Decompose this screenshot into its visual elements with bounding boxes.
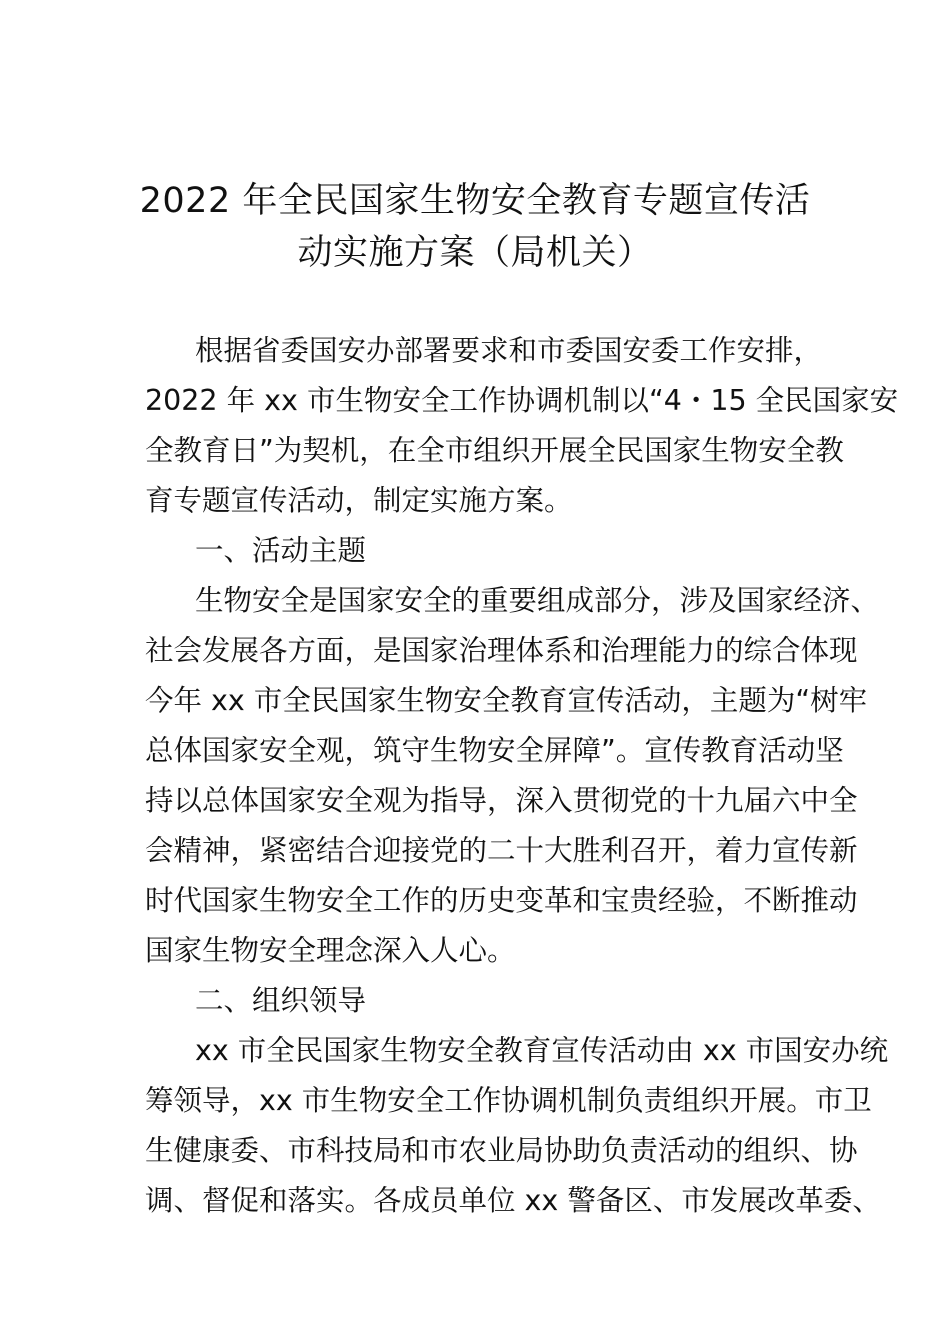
paragraph-line-9: 持以总体国家安全观为指导，深入贯彻党的十九届六中全 <box>145 784 858 817</box>
paragraph-line-13: xx 市全民国家生物安全教育宣传活动由 xx 市国安办统 <box>195 1034 889 1067</box>
paragraph-line-11: 时代国家生物安全工作的历史变革和宝贵经验，不断推动 <box>145 884 858 917</box>
paragraph-line-6: 社会发展各方面，是国家治理体系和治理能力的综合体现 <box>145 634 858 667</box>
paragraph-line-8: 总体国家安全观，筑守生物安全屏障”。宣传教育活动坚 <box>145 734 844 767</box>
document-title-line-2: 动实施方案（局机关） <box>297 233 653 273</box>
paragraph-line-3: 全教育日”为契机，在全市组织开展全民国家生物安全教 <box>145 434 844 467</box>
section-heading-2: 二、组织领导 <box>195 984 367 1017</box>
paragraph-line-10: 会精神，紧密结合迎接党的二十大胜利召开，着力宣传新 <box>145 834 858 867</box>
paragraph-line-15: 生健康委、市科技局和市农业局协助负责活动的组织、协 <box>145 1134 858 1167</box>
paragraph-line-5: 生物安全是国家安全的重要组成部分，涉及国家经济、 <box>195 584 880 617</box>
section-heading-1: 一、活动主题 <box>195 534 367 567</box>
paragraph-line-12: 国家生物安全理念深入人心。 <box>145 934 516 967</box>
paragraph-line-7: 今年 xx 市全民国家生物安全教育宣传活动，主题为“树牢 <box>145 684 868 717</box>
paragraph-line-1: 根据省委国安办部署要求和市委国安委工作安排， <box>195 334 823 367</box>
paragraph-line-16: 调、督促和落实。各成员单位 xx 警备区、市发展改革委、 <box>145 1184 881 1217</box>
paragraph-line-4: 育专题宣传活动，制定实施方案。 <box>145 484 573 517</box>
paragraph-line-14: 筹领导，xx 市生物安全工作协调机制负责组织开展。市卫 <box>145 1084 872 1117</box>
document-title-line-1: 2022 年全民国家生物安全教育专题宣传活 <box>139 181 811 221</box>
paragraph-line-2: 2022 年 xx 市生物安全工作协调机制以“4・15 全民国家安 <box>145 384 899 417</box>
